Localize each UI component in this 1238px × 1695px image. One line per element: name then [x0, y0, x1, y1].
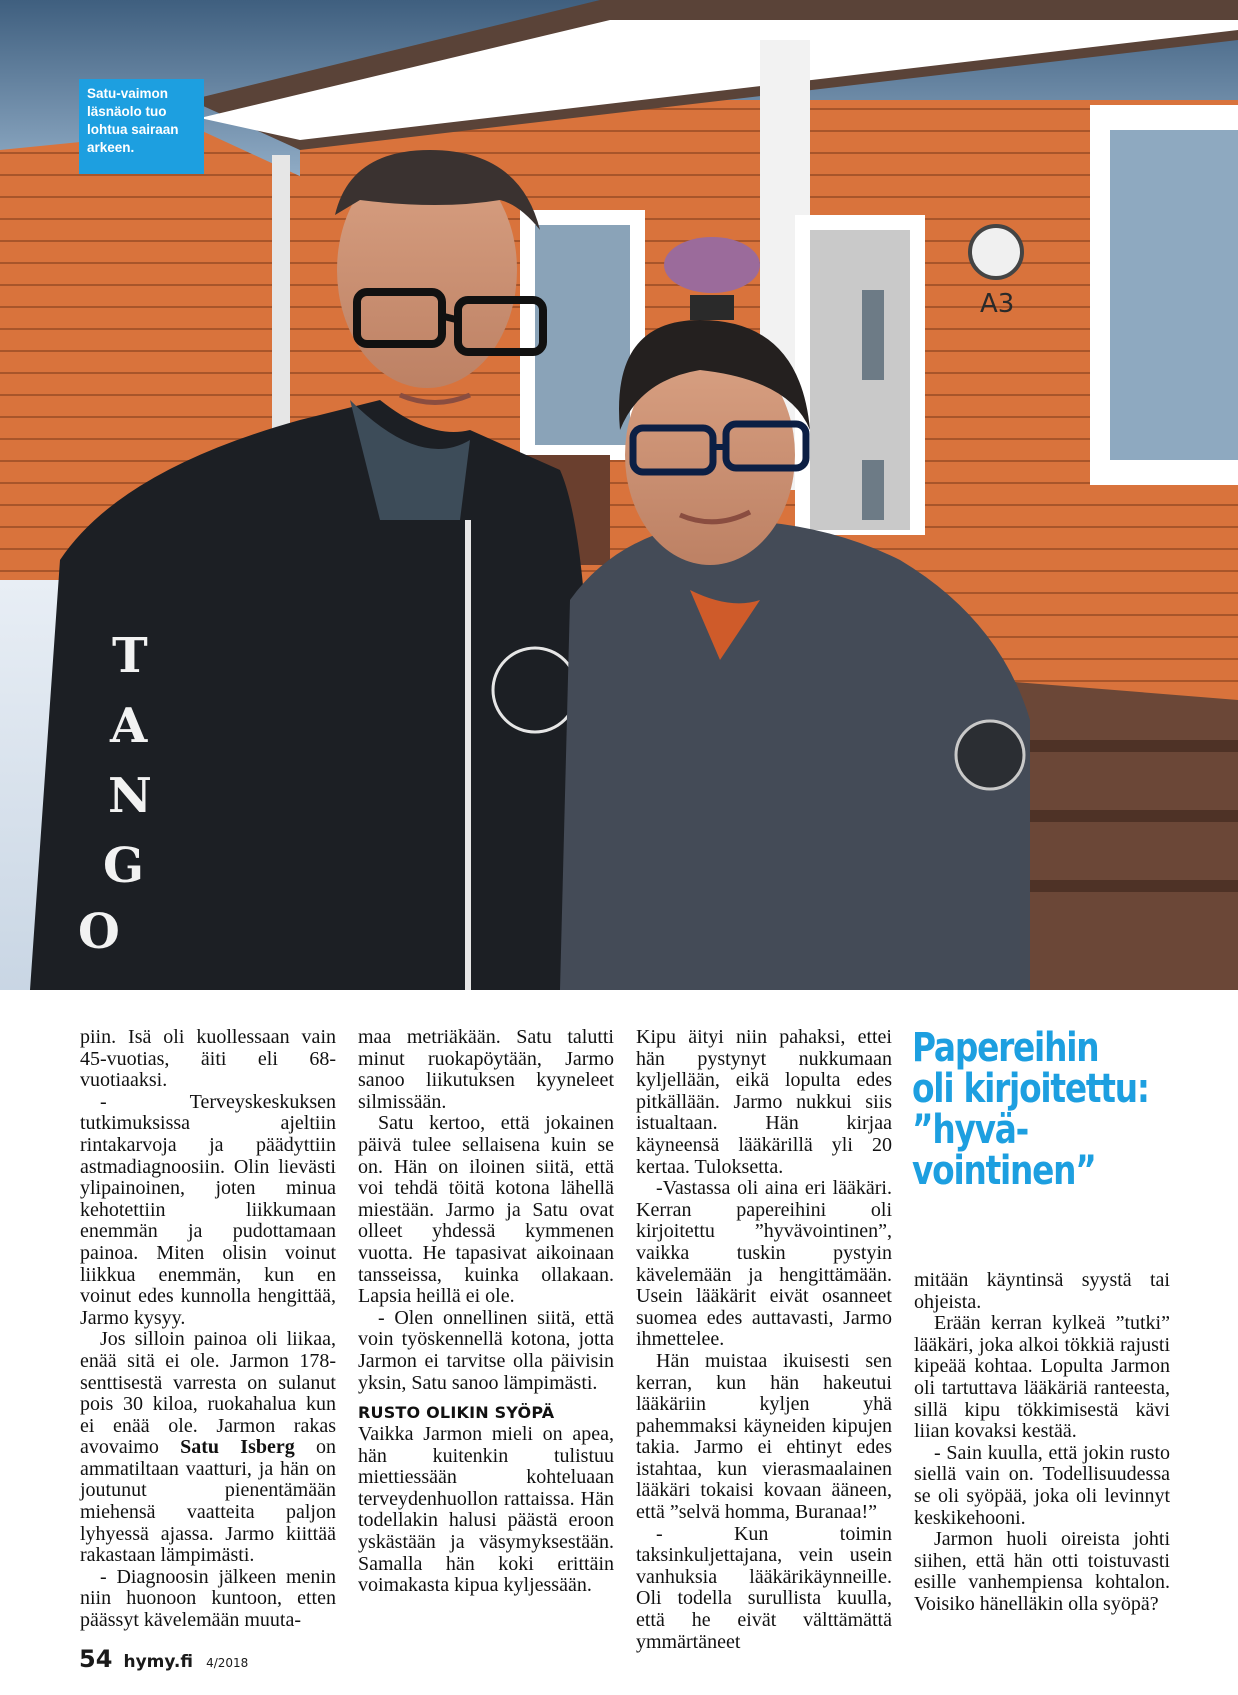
pull-quote-line: Papereihin: [912, 1025, 1099, 1071]
pull-quote-line: vointinen”: [912, 1148, 1096, 1194]
paragraph: - Olen onnellinen siitä, että voin työskennellä kotona, jotta Jarmon ei tarvitse olla päivisin yksin, Satu sanoo lämpimästi.: [358, 1306, 614, 1394]
article-column-3: [636, 1027, 892, 1653]
pull-quote: [912, 1025, 1150, 1194]
tango-letter-a: A: [110, 698, 148, 754]
paragraph: [80, 1329, 336, 1567]
paragraph: - Sain kuulla, että jokin rusto siellä vain on. Todellisuudessa se oli syöpää, joka oli levinnyt keskikehooni.: [914, 1441, 1170, 1529]
section-subheading: RUSTO OLIKIN SYÖPÄ: [358, 1403, 555, 1423]
sleeve-badge: [956, 721, 1024, 789]
tango-letter-n: N: [108, 768, 152, 824]
article-column-4: [914, 1270, 1170, 1616]
paragraph: Erään kerran kylkeä ”tutki” lääkäri, joka alkoi tökkiä rajusti kipeää kohtaa. Lopulta Jarmon oli tartuttava lääkäriä ranteesta, sillä kipu tökkimisestä kävi liian kovaksi kestää.: [914, 1312, 1170, 1443]
paragraph: -Vastassa oli aina eri lääkäri. Kerran papereihini oli kirjoitettu ”hyvävointinen”, vaikka tuskin pystyin kävelemään ja hengittämään. Usein lääkärit eivät osanneet suomea edes auttavasti, Jarmo ihmettelee.: [636, 1177, 892, 1351]
tango-letter-g: G: [103, 838, 144, 894]
issue-number: 4/2018: [206, 1656, 249, 1670]
paragraph: piin. Isä oli kuollessaan vain 45-vuotias, äiti eli 68-vuotiaaksi.: [80, 1026, 336, 1092]
person-name: Satu Isberg: [180, 1436, 295, 1459]
paragraph: maa metriäkään. Satu talutti minut ruokapöytään, Jarmo sanoo liikutuksen kyyneleet silmissään.: [358, 1026, 614, 1113]
page-number: 54: [79, 1645, 113, 1673]
page-footer: [79, 1645, 248, 1673]
pull-quote-line: oli kirjoitettu:: [912, 1066, 1149, 1112]
tango-letter-o: O: [78, 904, 120, 960]
pull-quote-line: ”hyvä-: [912, 1107, 1029, 1153]
site-name: hymy.fi: [123, 1652, 193, 1672]
paragraph: Vaikka Jarmon mieli on apea, hän kuitenkin tulistuu miettiessään kohteluaan terveydenhuollon rattaissa. Hän todellakin halusi päästä eroon yskästään ja väsymyksestään. Samalla hän koki erittäin voimakasta kipua kyljessään.: [358, 1423, 614, 1597]
paragraph: Kipu äityi niin pahaksi, ettei hän pystynyt nukkumaan kyljellään, eikä lopulta edes pitkällään. Jarmo nukkui siis istualtaan. Hän kirjaa käyneensä lääkärillä yli 20 kertaa. Tuloksetta.: [636, 1026, 892, 1178]
article-column-2: [358, 1027, 614, 1597]
paragraph: Satu kertoo, että jokainen päivä tulee sellaisena kuin se on. Hän on iloinen siitä, että voi tehdä töitä kotona lähellä miestään. Jarmo ja Satu ovat olleet yhdessä kymmenen vuotta. He tapasivat aikoinaan tansseissa, kuinka ollakaan. Lapsia heillä ei ole.: [358, 1112, 614, 1308]
paragraph-text: on ammatiltaan vaatturi, ja hän on joutunut pienentämään miehensä vaatteita paljon lyhyessä ajassa. Jarmo kiittää rakastaan lämpimästi.: [80, 1436, 336, 1567]
paragraph: - Diagnoosin jälkeen menin niin huonoon kuntoon, etten päässyt kävelemään muuta-: [80, 1565, 336, 1632]
photo-caption: Satu-vaimon läsnäolo tuo lohtua sairaan arkeen.: [79, 79, 204, 174]
article-column-1: [80, 1027, 336, 1632]
tango-letter-t: T: [112, 628, 148, 684]
paragraph: mitään käyntinsä syystä tai ohjeista.: [914, 1269, 1170, 1313]
paragraph: - Kun toimin taksinkuljettajana, vein usein vanhuksia lääkärikäynneille. Oli todella surullista kuulla, että he eivät välttämättä ymmärtäneet: [636, 1522, 892, 1653]
paragraph: - Terveyskeskuksen tutkimuksissa ajeltiin rintakarvoja ja päädyttiin astmadiagnoosiin. Olin lievästi ylipainoinen, joten minua kehotettiin liikkumaan enemmän ja pudottamaan painoa. Miten olisin voinut liikkua enemmän, kun en voinut edes kunnolla hengittää, Jarmo kysyy.: [80, 1090, 336, 1329]
paragraph: Hän muistaa ikuisesti sen kerran, kun hän hakeutui lääkäriin kyljen yhä pahemmaksi käyneiden kipujen takia. Jarmo ei ehtinyt edes istahtaa, kun vierasmaalainen lääkäri tokaisi kovaan ääneen, että ”selvä homma, Buranaa!”: [636, 1349, 892, 1524]
paragraph-text: Jos silloin painoa oli liikaa, enää sitä ei ole. Jarmon 178-senttisestä varresta on sulanut pois 30 kiloa, ruokahalua kun ei enää ole. Jarmon rakas avovaimo: [80, 1328, 336, 1459]
house-number: A3: [980, 289, 1015, 319]
paragraph: Jarmon huoli oireista johti siihen, että hän otti toistuvasti esille vanhempiensa kohtalon. Voisiko hänelläkin olla syöpä?: [914, 1528, 1170, 1615]
